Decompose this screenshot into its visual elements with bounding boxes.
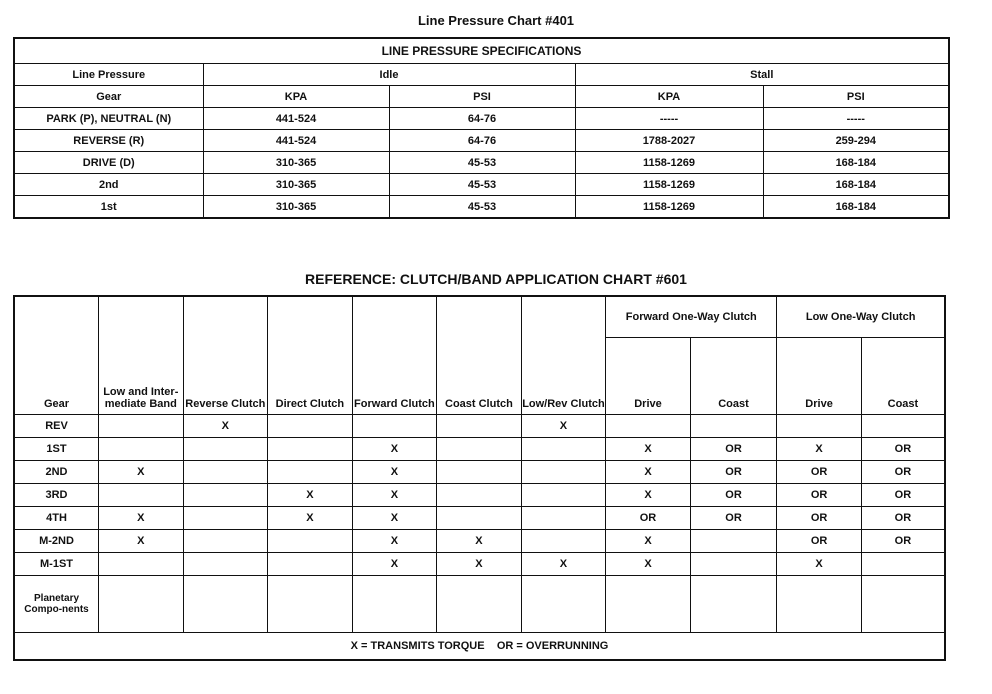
cb-gear-cell: 1ST xyxy=(14,438,99,461)
cb-coast-header: Coast Clutch xyxy=(437,296,522,415)
lp-cell-gear: DRIVE (D) xyxy=(14,152,203,174)
cb-low-band-header: Low and Inter-mediate Band xyxy=(99,296,184,415)
lp-cell-stall-kpa: 1158-1269 xyxy=(575,152,763,174)
lp-cell-idle-kpa: 441-524 xyxy=(203,130,389,152)
line-pressure-row xyxy=(14,174,949,196)
lp-cell-stall-kpa: 1158-1269 xyxy=(575,174,763,196)
cb-cell xyxy=(99,415,184,438)
cb-cell: X xyxy=(777,438,862,461)
lp-cell-stall-psi: ----- xyxy=(763,108,949,130)
clutch-band-row xyxy=(14,461,945,484)
cb-cell: OR xyxy=(777,461,862,484)
cb-cell xyxy=(437,507,522,530)
cb-cell xyxy=(437,415,522,438)
lp-cell-idle-kpa: 441-524 xyxy=(203,108,389,130)
cb-cell: X xyxy=(99,461,184,484)
cb-cell: OR xyxy=(861,484,945,507)
cb-cell xyxy=(99,484,184,507)
line-pressure-row xyxy=(14,196,949,219)
cb-cell: X xyxy=(606,461,691,484)
cb-cell: X xyxy=(606,484,691,507)
cb-cell: OR xyxy=(861,438,945,461)
cb-cell: X xyxy=(352,461,437,484)
cb-cell xyxy=(99,438,184,461)
lp-cell-stall-kpa: 1158-1269 xyxy=(575,196,763,219)
cb-cell: OR xyxy=(861,507,945,530)
cb-cell: X xyxy=(437,530,522,553)
cb-cell: X xyxy=(352,553,437,576)
cb-cell: OR xyxy=(777,530,862,553)
cb-low-coast-header: Coast xyxy=(861,338,945,415)
cb-cell xyxy=(521,530,606,553)
cb-forward-header: Forward Clutch xyxy=(352,296,437,415)
cb-cell xyxy=(183,438,268,461)
cb-cell xyxy=(183,507,268,530)
cb-cell: X xyxy=(606,530,691,553)
cb-cell xyxy=(183,461,268,484)
cb-cell xyxy=(606,415,691,438)
cb-cell xyxy=(268,461,353,484)
cb-cell: OR xyxy=(690,484,777,507)
line-pressure-label: Line Pressure xyxy=(14,64,203,86)
cb-cell xyxy=(690,415,777,438)
cb-fwd-oneway-header: Forward One-Way Clutch xyxy=(606,296,777,338)
clutch-band-row xyxy=(14,530,945,553)
cb-cell: X xyxy=(268,484,353,507)
lp-cell-idle-psi: 45-53 xyxy=(389,152,575,174)
cb-cell xyxy=(268,553,353,576)
cb-cell: X xyxy=(606,438,691,461)
cb-cell: OR xyxy=(690,461,777,484)
cb-cell xyxy=(521,438,606,461)
cb-cell xyxy=(690,530,777,553)
line-pressure-chart-title: Line Pressure Chart #401 xyxy=(417,13,575,28)
lp-cell-idle-psi: 45-53 xyxy=(389,196,575,219)
cb-gear-cell: REV xyxy=(14,415,99,438)
cb-cell xyxy=(861,415,945,438)
cb-cell xyxy=(183,530,268,553)
cb-cell xyxy=(521,461,606,484)
cb-cell: X xyxy=(437,553,522,576)
cb-fwd-drive-header: Drive xyxy=(606,338,691,415)
lp-cell-idle-psi: 64-76 xyxy=(389,130,575,152)
cb-cell xyxy=(268,415,353,438)
cb-low-oneway-header: Low One-Way Clutch xyxy=(777,296,945,338)
cb-cell xyxy=(777,415,862,438)
lp-cell-stall-psi: 168-184 xyxy=(763,196,949,219)
cb-cell xyxy=(437,484,522,507)
planetary-components-label: Planetary Compo-nents xyxy=(14,576,99,633)
clutch-band-row xyxy=(14,438,945,461)
lp-cell-stall-psi: 168-184 xyxy=(763,174,949,196)
cb-cell: X xyxy=(606,553,691,576)
cb-cell xyxy=(437,438,522,461)
cb-cell xyxy=(99,553,184,576)
cb-cell: X xyxy=(521,553,606,576)
gear-header: Gear xyxy=(14,86,203,108)
cb-cell: X xyxy=(352,530,437,553)
cb-cell: X xyxy=(99,507,184,530)
cb-cell: OR xyxy=(777,507,862,530)
lp-cell-gear: REVERSE (R) xyxy=(14,130,203,152)
cb-lowrev-header: Low/Rev Clutch xyxy=(521,296,606,415)
cb-cell: OR xyxy=(690,507,777,530)
cb-cell: OR xyxy=(777,484,862,507)
lp-cell-gear: PARK (P), NEUTRAL (N) xyxy=(14,108,203,130)
cb-gear-cell: M-1ST xyxy=(14,553,99,576)
clutch-band-row xyxy=(14,553,945,576)
cb-cell xyxy=(183,484,268,507)
cb-cell: OR xyxy=(861,461,945,484)
stall-psi-header: PSI xyxy=(763,86,949,108)
cb-cell xyxy=(352,415,437,438)
cb-cell: X xyxy=(268,507,353,530)
cb-cell: X xyxy=(352,438,437,461)
cb-fwd-coast-header: Coast xyxy=(690,338,777,415)
cb-cell xyxy=(690,553,777,576)
cb-cell: X xyxy=(183,415,268,438)
lp-cell-idle-kpa: 310-365 xyxy=(203,174,389,196)
line-pressure-table xyxy=(13,37,950,219)
clutch-band-table xyxy=(13,295,946,661)
cb-cell xyxy=(521,507,606,530)
cb-reverse-header: Reverse Clutch xyxy=(183,296,268,415)
legend: X = TRANSMITS TORQUE OR = OVERRUNNING xyxy=(14,633,945,661)
cb-gear-cell: 2ND xyxy=(14,461,99,484)
line-pressure-row xyxy=(14,108,949,130)
idle-header: Idle xyxy=(203,64,575,86)
cb-cell: X xyxy=(777,553,862,576)
idle-psi-header: PSI xyxy=(389,86,575,108)
lp-cell-stall-psi: 259-294 xyxy=(763,130,949,152)
lp-cell-stall-psi: 168-184 xyxy=(763,152,949,174)
lp-cell-gear: 1st xyxy=(14,196,203,219)
cb-cell xyxy=(183,553,268,576)
clutch-band-row xyxy=(14,484,945,507)
clutch-band-chart-title: REFERENCE: CLUTCH/BAND APPLICATION CHART #601 xyxy=(305,271,687,287)
cb-cell xyxy=(521,484,606,507)
cb-cell: OR xyxy=(606,507,691,530)
lp-cell-gear: 2nd xyxy=(14,174,203,196)
cb-cell: X xyxy=(352,484,437,507)
cb-cell xyxy=(268,438,353,461)
stall-header: Stall xyxy=(575,64,949,86)
cb-direct-header: Direct Clutch xyxy=(268,296,353,415)
lp-cell-idle-psi: 45-53 xyxy=(389,174,575,196)
cb-gear-cell: M-2ND xyxy=(14,530,99,553)
lp-cell-idle-psi: 64-76 xyxy=(389,108,575,130)
cb-gear-header: Gear xyxy=(14,296,99,415)
lp-cell-stall-kpa: ----- xyxy=(575,108,763,130)
clutch-band-row xyxy=(14,415,945,438)
stall-kpa-header: KPA xyxy=(575,86,763,108)
lp-cell-idle-kpa: 310-365 xyxy=(203,152,389,174)
lp-cell-idle-kpa: 310-365 xyxy=(203,196,389,219)
line-pressure-row xyxy=(14,130,949,152)
cb-cell: OR xyxy=(690,438,777,461)
cb-cell: X xyxy=(521,415,606,438)
lp-cell-stall-kpa: 1788-2027 xyxy=(575,130,763,152)
cb-cell: OR xyxy=(861,530,945,553)
cb-cell xyxy=(437,461,522,484)
cb-low-drive-header: Drive xyxy=(777,338,862,415)
cb-cell: X xyxy=(99,530,184,553)
cb-cell xyxy=(268,530,353,553)
cb-cell: X xyxy=(352,507,437,530)
cb-gear-cell: 3RD xyxy=(14,484,99,507)
cb-cell xyxy=(861,553,945,576)
line-pressure-specs-header: LINE PRESSURE SPECIFICATIONS xyxy=(14,38,949,64)
clutch-band-row xyxy=(14,507,945,530)
cb-gear-cell: 4TH xyxy=(14,507,99,530)
line-pressure-row xyxy=(14,152,949,174)
idle-kpa-header: KPA xyxy=(203,86,389,108)
